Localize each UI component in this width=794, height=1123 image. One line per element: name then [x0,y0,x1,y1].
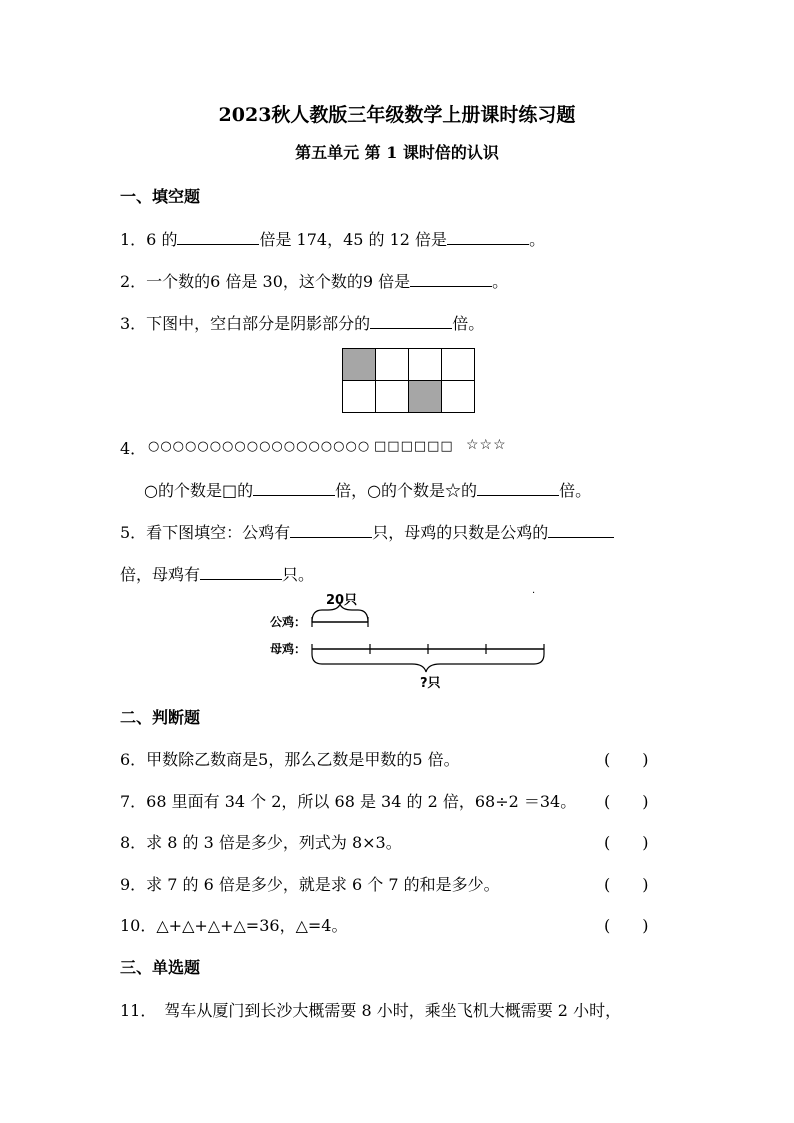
answer-blank[interactable] [370,311,452,329]
answer-blank[interactable] [410,269,492,287]
star-symbols: ☆☆☆ [466,437,507,453]
rooster-label: 公鸡： [270,615,307,629]
grid-cell-shaded [343,349,376,381]
answer-blank[interactable] [477,478,559,496]
hen-count-label: ?只 [420,676,441,690]
question-5-line-2 [120,562,314,585]
grid-cell-shaded [409,381,442,413]
grid-cell-blank [376,381,409,413]
circle-symbols: ○○○○○○○○○○○○○○○○○○ [148,439,371,454]
hen-label: 母鸡： [270,642,307,656]
grid-cell-blank [442,381,475,413]
answer-blank[interactable] [200,562,282,580]
grid-cell-blank [343,381,376,413]
square-symbols: □□□□□□ [374,439,454,454]
question-1-text-b: 倍是 174，45 的 12 倍是 [259,230,448,249]
section-choice-heading: 三、单选题 [120,958,201,977]
question-3 [120,311,484,334]
question-1 [120,227,545,250]
question-4-text-a: ○的个数是□的 [144,481,254,500]
shaded-grid-figure [342,348,475,413]
question-5-text-d: 只。 [282,565,315,584]
question-4-line-2 [144,478,591,501]
page-subtitle: 第五单元 第 1 课时倍的认识 [295,143,499,162]
question-4-text-b: 倍，○的个数是☆的 [335,481,478,500]
question-10: 10．△+△+△+△=36，△=4。 [120,916,348,935]
grid-cell-blank [409,349,442,381]
answer-blank[interactable] [290,520,372,538]
answer-blank[interactable] [548,520,614,538]
question-1-text-c: 。 [529,230,546,249]
line-segment-diagram [260,586,560,690]
answer-paren[interactable]: ( ) [604,875,649,894]
answer-blank[interactable] [447,227,529,245]
answer-blank[interactable] [253,478,335,496]
question-8: 8．求 8 的 3 倍是多少，列式为 8×3。 [120,833,402,852]
hen-brace [312,654,544,672]
question-4-text-c: 倍。 [559,481,592,500]
question-3-text-b: 倍。 [452,314,485,333]
question-5-text-c: 倍，母鸡有 [120,565,201,584]
question-4-number: 4． [120,439,147,458]
question-1-text-a: 1．6 的 [120,230,178,249]
question-5-text-a: 5．看下图填空：公鸡有 [120,523,291,542]
question-5 [120,520,614,543]
grid-cell-blank [442,349,475,381]
question-5-text-b: 只，母鸡的只数是公鸡的 [372,523,549,542]
question-7: 7．68 里面有 34 个 2，所以 68 是 34 的 2 倍，68÷2 ＝34。 [120,792,577,811]
rooster-count-label: 20只 [326,593,358,608]
answer-paren[interactable]: ( ) [604,750,649,769]
question-2-text-a: 2．一个数的6 倍是 30，这个数的9 倍是 [120,272,411,291]
section-fill-heading: 一、填空题 [120,187,201,206]
question-3-text-a: 3．下图中，空白部分是阴影部分的 [120,314,371,333]
answer-blank[interactable] [177,227,259,245]
answer-paren[interactable]: ( ) [604,916,649,935]
question-2-text-b: 。 [492,272,509,291]
question-11: 11． 驾车从厦门到长沙大概需要 8 小时，乘坐飞机大概需要 2 小时， [120,1001,622,1020]
question-2 [120,269,508,292]
section-judge-heading: 二、判断题 [120,708,201,727]
page-title: 2023秋人教版三年级数学上册课时练习题 [218,104,576,126]
question-9: 9．求 7 的 6 倍是多少，就是求 6 个 7 的和是多少。 [120,875,500,894]
question-6: 6．甲数除乙数商是5，那么乙数是甲数的5 倍。 [120,750,460,769]
answer-paren[interactable]: ( ) [604,833,649,852]
answer-paren[interactable]: ( ) [604,792,649,811]
hen-segment [312,644,544,654]
grid-cell-blank [376,349,409,381]
stray-mark: · [532,588,536,599]
